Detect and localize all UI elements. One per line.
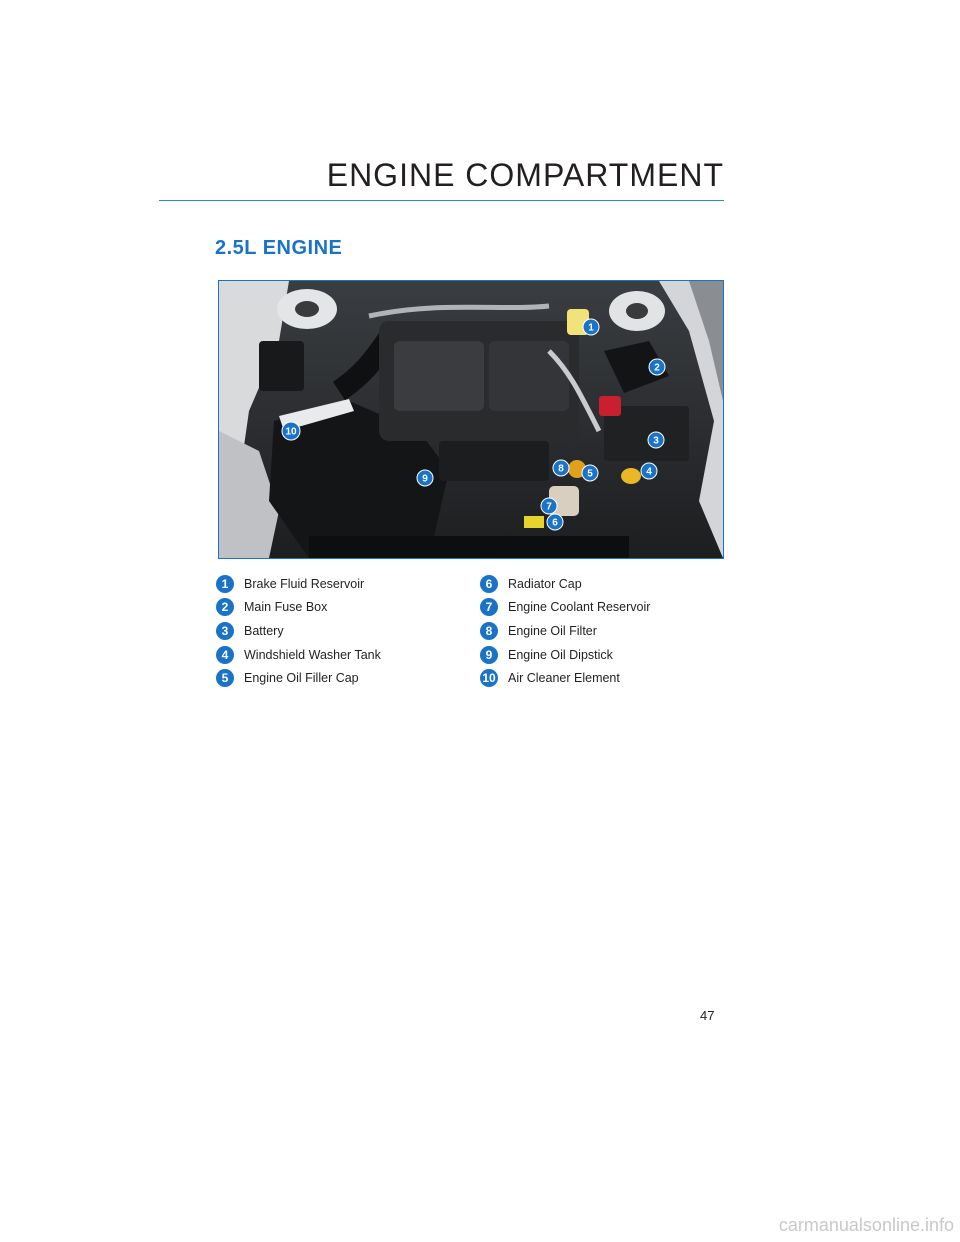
legend-number-badge: 3 bbox=[216, 622, 234, 640]
legend-item bbox=[216, 643, 381, 667]
legend-label: Main Fuse Box bbox=[244, 600, 328, 615]
legend-item bbox=[480, 666, 650, 690]
header-divider bbox=[159, 200, 724, 201]
legend-item bbox=[480, 572, 650, 596]
legend-item bbox=[480, 643, 650, 667]
photo-marker-10 bbox=[282, 422, 300, 440]
photo-marker-8 bbox=[553, 460, 569, 476]
photo-marker-3 bbox=[648, 432, 664, 448]
page-number: 47 bbox=[700, 1008, 715, 1023]
photo-marker-1 bbox=[583, 319, 599, 335]
legend-label: Engine Oil Dipstick bbox=[508, 647, 613, 662]
legend-label: Air Cleaner Element bbox=[508, 671, 620, 686]
photo-marker-7 bbox=[541, 498, 557, 514]
legend-number-badge: 5 bbox=[216, 669, 234, 687]
legend-number-badge: 2 bbox=[216, 598, 234, 616]
legend-label: Windshield Washer Tank bbox=[244, 647, 381, 662]
legend-label: Engine Oil Filler Cap bbox=[244, 671, 359, 686]
svg-text:7: 7 bbox=[546, 501, 552, 513]
legend-label: Engine Oil Filter bbox=[508, 623, 597, 638]
svg-text:4: 4 bbox=[646, 466, 652, 478]
legend-label: Radiator Cap bbox=[508, 576, 582, 591]
svg-text:3: 3 bbox=[653, 435, 659, 447]
legend-item bbox=[216, 666, 381, 690]
watermark: carmanualsonline.info bbox=[778, 1215, 954, 1235]
legend-left-column bbox=[216, 572, 381, 690]
legend-number-badge: 4 bbox=[216, 646, 234, 664]
svg-text:10: 10 bbox=[285, 426, 297, 438]
photo-marker-2 bbox=[649, 359, 665, 375]
svg-text:8: 8 bbox=[558, 463, 564, 475]
legend-number-badge: 7 bbox=[480, 598, 498, 616]
legend-item bbox=[480, 596, 650, 620]
legend-label: Brake Fluid Reservoir bbox=[244, 576, 365, 591]
svg-text:6: 6 bbox=[552, 517, 558, 529]
legend-number-badge: 9 bbox=[480, 646, 498, 664]
engine-photo-illustration bbox=[219, 281, 723, 558]
page-header-title: ENGINE COMPARTMENT bbox=[326, 157, 724, 193]
legend-number-badge: 6 bbox=[480, 575, 498, 593]
legend-label: Battery bbox=[244, 623, 284, 638]
svg-text:2: 2 bbox=[654, 362, 660, 374]
legend-number-badge: 8 bbox=[480, 622, 498, 640]
svg-text:1: 1 bbox=[588, 322, 594, 334]
engine-compartment-photo bbox=[218, 280, 724, 559]
svg-text:9: 9 bbox=[422, 473, 428, 485]
legend-number-badge: 1 bbox=[216, 575, 234, 593]
legend-label: Engine Coolant Reservoir bbox=[508, 600, 651, 615]
legend-right-column bbox=[480, 572, 650, 690]
photo-marker-6 bbox=[547, 514, 563, 530]
legend-item bbox=[216, 619, 381, 643]
legend-item bbox=[216, 596, 381, 620]
legend-number-badge: 10 bbox=[480, 669, 498, 687]
photo-marker-4 bbox=[641, 463, 657, 479]
legend-item bbox=[480, 619, 650, 643]
legend-item bbox=[216, 572, 381, 596]
section-title: 2.5L ENGINE bbox=[215, 237, 343, 259]
svg-text:5: 5 bbox=[587, 468, 593, 480]
photo-marker-5 bbox=[582, 465, 598, 481]
photo-marker-9 bbox=[417, 470, 433, 486]
